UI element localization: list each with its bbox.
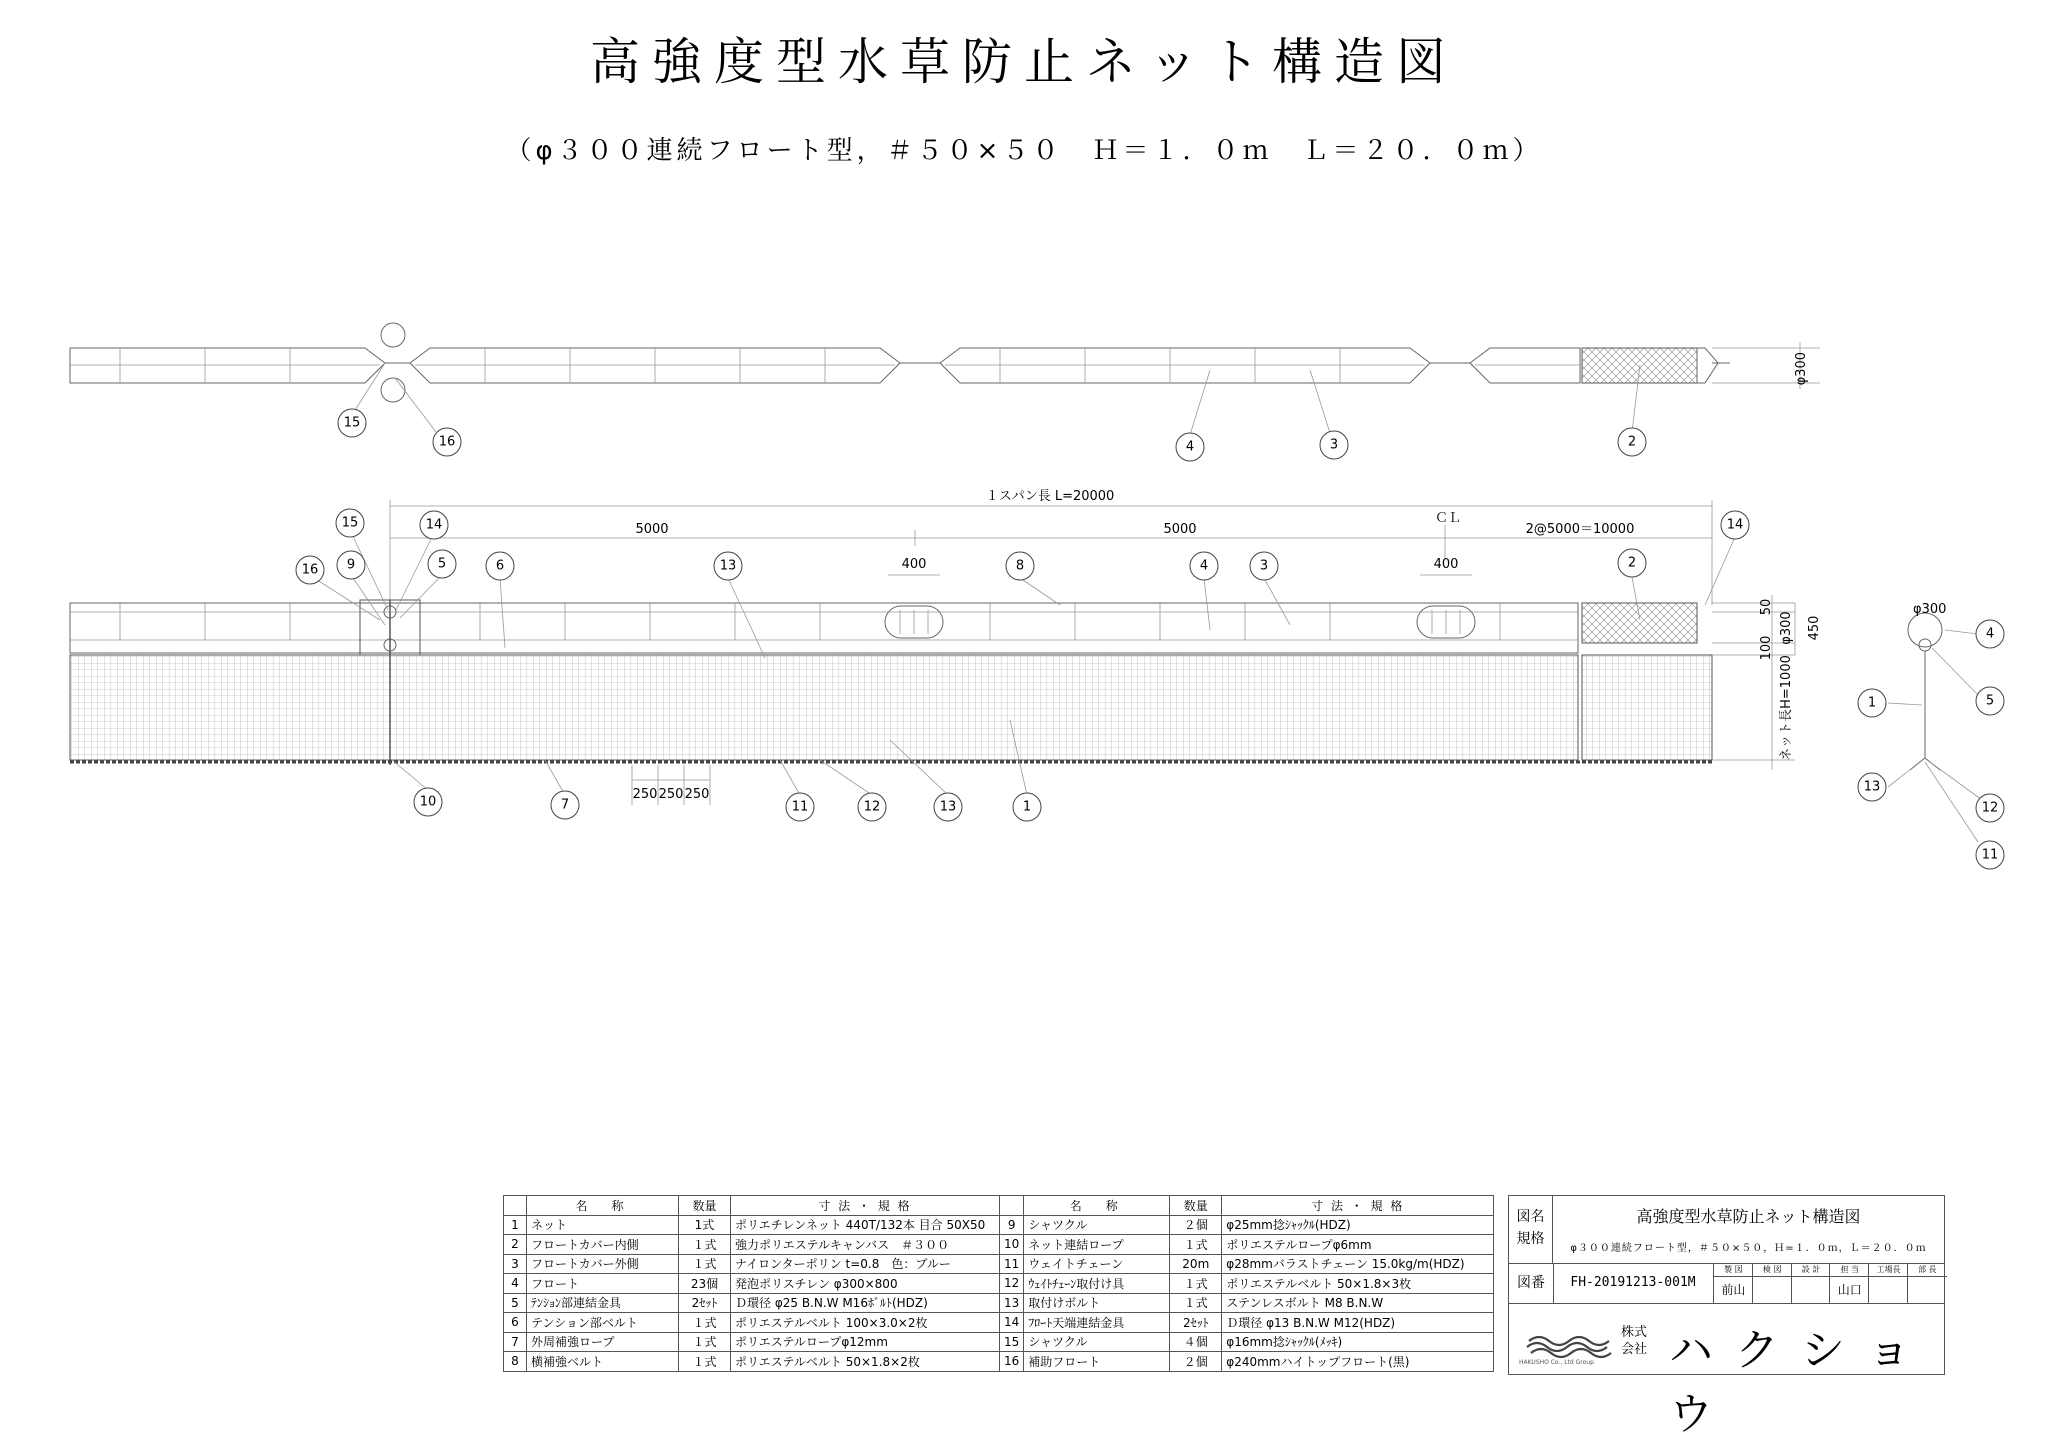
section-phi-label: φ300 [1913, 602, 1947, 617]
bom-spec-2: ポリエステルロープφ6mm [1222, 1235, 1494, 1255]
callout-elev-14-left [420, 511, 448, 539]
bom-no-2: 12 [1000, 1274, 1024, 1294]
bom-no-2: 10 [1000, 1235, 1024, 1255]
svg-text:12: 12 [1981, 800, 1999, 816]
callout-sec-13 [1858, 773, 1886, 801]
bom-spec: 発泡ポリスチレン φ300×800 [731, 1274, 1000, 1294]
callout-plan-15 [338, 409, 366, 437]
sign-header: 設 計 [1792, 1263, 1831, 1277]
bom-row [504, 1352, 1494, 1372]
side-dim-100: 100 [1759, 635, 1774, 661]
svg-text:14: 14 [425, 517, 443, 533]
bom-qty-2: １式 [1170, 1274, 1222, 1294]
bom-qty: １式 [679, 1254, 731, 1274]
bom-no: 3 [504, 1254, 527, 1274]
side-dim-50: 50 [1759, 598, 1774, 616]
bill-of-materials [503, 1195, 1494, 1372]
callout-elev-10 [414, 788, 442, 816]
bom-spec: Ｄ環径 φ25 B.N.W M16ﾎﾞﾙﾄ(HDZ) [731, 1293, 1000, 1313]
center-line-label: ＣＬ [1434, 511, 1462, 526]
side-dim-phi300: φ300 [1779, 611, 1794, 645]
callout-plan-3 [1320, 431, 1348, 459]
bom-qty-2: １式 [1170, 1235, 1222, 1255]
callout-plan-2 [1618, 428, 1646, 456]
dim-250-2: 250 [658, 787, 684, 802]
company-prefix-1: 株式 [1621, 1325, 1648, 1340]
callout-sec-4 [1976, 620, 2004, 648]
callout-plan-16 [433, 428, 461, 456]
tb-drawing-no: FH-20191213-001M [1570, 1275, 1696, 1290]
bom-no-2: 13 [1000, 1293, 1024, 1313]
callout-elev-12 [858, 793, 886, 821]
side-dim-450: 450 [1807, 615, 1822, 641]
bom-name: フロート [527, 1274, 679, 1294]
bom-spec-2: ポリエステルベルト 50×1.8×3枚 [1222, 1274, 1494, 1294]
bom-name: フロートカバー内側 [527, 1235, 679, 1255]
bom-qty-2: 2ｾｯﾄ [1170, 1313, 1222, 1333]
bom-no: 7 [504, 1332, 527, 1352]
aux-float-16a [381, 323, 405, 347]
sign-header: 製 図 [1714, 1263, 1753, 1277]
bom-no-2: 15 [1000, 1332, 1024, 1352]
dim-5000-mid: 5000 [1163, 522, 1197, 537]
bom-no-2: 11 [1000, 1254, 1024, 1274]
bom-row [504, 1254, 1494, 1274]
sign-box [1713, 1263, 1753, 1303]
bom-name-2: シャツクル [1024, 1332, 1170, 1352]
svg-text:2: 2 [1627, 434, 1637, 450]
callout-elev-13-top [714, 552, 742, 580]
bom-name-2: ｳｪｲﾄﾁｪｰﾝ取付け具 [1024, 1274, 1170, 1294]
bom-name: 横補強ベルト [527, 1352, 679, 1372]
aux-float-16b [381, 378, 405, 402]
bom-no: 6 [504, 1313, 527, 1333]
bom-header-qty-2: 数量 [1170, 1196, 1222, 1216]
bom-header-name: 名 称 [527, 1196, 679, 1216]
svg-text:1: 1 [1022, 799, 1032, 815]
callout-elev-13-bottom [934, 793, 962, 821]
bom-qty-2: 20m [1170, 1254, 1222, 1274]
bom-name: フロートカバー外側 [527, 1254, 679, 1274]
callout-sec-1 [1858, 689, 1886, 717]
sign-box [1907, 1263, 1947, 1303]
bom-name: ネット [527, 1215, 679, 1235]
svg-text:15: 15 [343, 415, 361, 431]
bom-row [504, 1215, 1494, 1235]
bom-no: 5 [504, 1293, 527, 1313]
bom-spec-2: φ16mm捻ｼｬｯｸﾙ(ﾒｯｷ) [1222, 1332, 1494, 1352]
bom-qty-2: ２個 [1170, 1215, 1222, 1235]
bom-no-2: 16 [1000, 1352, 1024, 1372]
plan-phi-label: φ300 [1794, 352, 1809, 386]
plan-view [70, 323, 1820, 461]
bom-spec: ポリエステルベルト 100×3.0×2枚 [731, 1313, 1000, 1333]
bom-qty: 23個 [679, 1274, 731, 1294]
bom-name-2: シャツクル [1024, 1215, 1170, 1235]
bom-header-spec: 寸 法 ・ 規 格 [731, 1196, 1000, 1216]
svg-text:15: 15 [341, 515, 359, 531]
sign-header: 検 図 [1753, 1263, 1792, 1277]
svg-text:13: 13 [719, 558, 737, 574]
callout-elev-5 [428, 550, 456, 578]
bom-no: 8 [504, 1352, 527, 1372]
svg-text:16: 16 [438, 434, 456, 450]
title-block [1508, 1195, 1945, 1440]
svg-text:13: 13 [939, 799, 957, 815]
bom-header-row [504, 1196, 1494, 1216]
logo-caption: HAKUSHO Co., Ltd Group [1519, 1359, 1594, 1366]
svg-text:4: 4 [1185, 439, 1195, 455]
span-length-label: １スパン長 L=20000 [985, 489, 1115, 504]
company-prefix-2: 会社 [1621, 1342, 1648, 1357]
svg-text:16: 16 [301, 562, 319, 578]
tb-drawing-spec: φ３００連続フロート型，＃５０×５０，Ｈ=１．０ｍ，Ｌ＝２０．０ｍ [1570, 1243, 1927, 1254]
svg-text:6: 6 [495, 558, 505, 574]
svg-text:2: 2 [1627, 555, 1637, 571]
sign-box [1868, 1263, 1908, 1303]
dim-250-1: 250 [632, 787, 658, 802]
sign-box [1829, 1263, 1869, 1303]
bom-spec: 強力ポリエステルキャンバス ＃３００ [731, 1235, 1000, 1255]
dim-400-a: 400 [901, 557, 927, 572]
sign-value: 山口 [1837, 1283, 1862, 1297]
bom-no: 1 [504, 1215, 527, 1235]
drawing-title: 高強度型水草防止ネット構造図 [590, 33, 1458, 91]
sign-box [1752, 1263, 1792, 1303]
zuban-label: 図番 [1509, 1263, 1554, 1303]
side-net-height: ネット長H=1000 [1779, 655, 1794, 761]
callout-elev-4 [1190, 552, 1218, 580]
bom-header-spec-2: 寸 法 ・ 規 格 [1222, 1196, 1494, 1216]
callout-elev-16 [296, 556, 324, 584]
bom-no-2: 14 [1000, 1313, 1024, 1333]
svg-text:4: 4 [1199, 558, 1209, 574]
callout-elev-9 [337, 551, 365, 579]
bom-qty-2: ４個 [1170, 1332, 1222, 1352]
callout-elev-2 [1618, 549, 1646, 577]
svg-text:11: 11 [791, 799, 809, 815]
svg-text:8: 8 [1015, 558, 1025, 574]
callout-elev-14-right [1721, 511, 1749, 539]
bom-name-2: 取付けボルト [1024, 1293, 1170, 1313]
dim-2at5000: 2@5000＝10000 [1525, 522, 1635, 537]
bom-qty-2: ２個 [1170, 1352, 1222, 1372]
callout-elev-11 [786, 793, 814, 821]
callout-elev-3 [1250, 552, 1278, 580]
company-name: ハ ク シ ョ ウ [1669, 1325, 1915, 1440]
bom-spec-2: φ240mmハイトップフロート(黒) [1222, 1352, 1494, 1372]
bom-body [504, 1215, 1494, 1371]
bom-qty-2: １式 [1170, 1293, 1222, 1313]
bom-no: 4 [504, 1274, 527, 1294]
bom-name-2: ﾌﾛｰﾄ天端連結金具 [1024, 1313, 1170, 1333]
svg-text:7: 7 [560, 797, 570, 813]
svg-text:1: 1 [1867, 695, 1877, 711]
svg-text:3: 3 [1329, 437, 1339, 453]
bom-name: テンション部ベルト [527, 1313, 679, 1333]
bom-row [504, 1313, 1494, 1333]
bom-name-2: ウェイトチェーン [1024, 1254, 1170, 1274]
sign-box [1791, 1263, 1831, 1303]
section-view [1858, 602, 2004, 869]
callout-elev-15 [336, 509, 364, 537]
svg-text:11: 11 [1981, 847, 1999, 863]
svg-text:3: 3 [1259, 558, 1269, 574]
dim-5000-left: 5000 [635, 522, 669, 537]
elevation-view [70, 489, 1822, 821]
svg-text:14: 14 [1726, 517, 1744, 533]
bom-qty: 2ｾｯﾄ [679, 1293, 731, 1313]
dim-400-b: 400 [1433, 557, 1459, 572]
bom-spec: ポリエステルロープφ12mm [731, 1332, 1000, 1352]
bom-spec-2: Ｄ環径 φ13 B.N.W M12(HDZ) [1222, 1313, 1494, 1333]
bom-spec: ポリエステルベルト 50×1.8×2枚 [731, 1352, 1000, 1372]
bom-row [504, 1274, 1494, 1294]
bom-qty: １式 [679, 1332, 731, 1352]
bom-spec-2: ステンレスボルト M8 B.N.W [1222, 1293, 1494, 1313]
svg-text:10: 10 [419, 794, 437, 810]
bom-qty: 1式 [679, 1215, 731, 1235]
bom-spec-2: φ28mmバラストチェーン 15.0kg/m(HDZ) [1222, 1254, 1494, 1274]
dim-250-3: 250 [684, 787, 710, 802]
bom-no-2: 9 [1000, 1215, 1024, 1235]
bom-row [504, 1293, 1494, 1313]
svg-text:12: 12 [863, 799, 881, 815]
callout-elev-7 [551, 791, 579, 819]
bom-name-2: 補助フロート [1024, 1352, 1170, 1372]
bom-no: 2 [504, 1235, 527, 1255]
sign-header: 工場長 [1869, 1263, 1908, 1277]
sign-header: 担 当 [1830, 1263, 1869, 1277]
bom-qty: １式 [679, 1313, 731, 1333]
callout-elev-8 [1006, 552, 1034, 580]
callout-plan-4 [1176, 433, 1204, 461]
svg-text:13: 13 [1863, 779, 1881, 795]
callout-sec-11 [1976, 841, 2004, 869]
bom-header-name-2: 名 称 [1024, 1196, 1170, 1216]
svg-text:4: 4 [1985, 626, 1995, 642]
kikaku-label: 規格 [1516, 1231, 1545, 1247]
zumei-label: 図名 [1516, 1209, 1545, 1225]
bom-qty: １式 [679, 1235, 731, 1255]
callout-sec-5 [1976, 687, 2004, 715]
svg-text:9: 9 [346, 557, 356, 573]
sign-value: 前山 [1721, 1283, 1746, 1297]
svg-text:5: 5 [437, 556, 447, 572]
sign-header: 部 長 [1908, 1263, 1947, 1277]
callout-sec-12 [1976, 794, 2004, 822]
bom-name-2: ネット連結ロープ [1024, 1235, 1170, 1255]
bom-row [504, 1235, 1494, 1255]
bom-name: 外周補強ロープ [527, 1332, 679, 1352]
bom-header-qty: 数量 [679, 1196, 731, 1216]
svg-text:5: 5 [1985, 693, 1995, 709]
drawing-subtitle: （φ３００連続フロート型，＃５０×５０ Ｈ＝１．０ｍ Ｌ＝２０．０ｍ） [505, 136, 1543, 166]
bom-spec-2: φ25mm捻ｼｬｯｸﾙ(HDZ) [1222, 1215, 1494, 1235]
bom-spec: ポリエチレンネット 440T/132本 目合 50X50 [731, 1215, 1000, 1235]
tb-drawing-name: 高強度型水草防止ネット構造図 [1636, 1207, 1861, 1226]
bom-name: ﾃﾝｼｮﾝ部連結金具 [527, 1293, 679, 1313]
callout-elev-1 [1013, 793, 1041, 821]
callout-elev-6 [486, 552, 514, 580]
bom-row [504, 1332, 1494, 1352]
bom-spec: ナイロンターポリン t=0.8 色：ブルー [731, 1254, 1000, 1274]
bom-qty: １式 [679, 1352, 731, 1372]
